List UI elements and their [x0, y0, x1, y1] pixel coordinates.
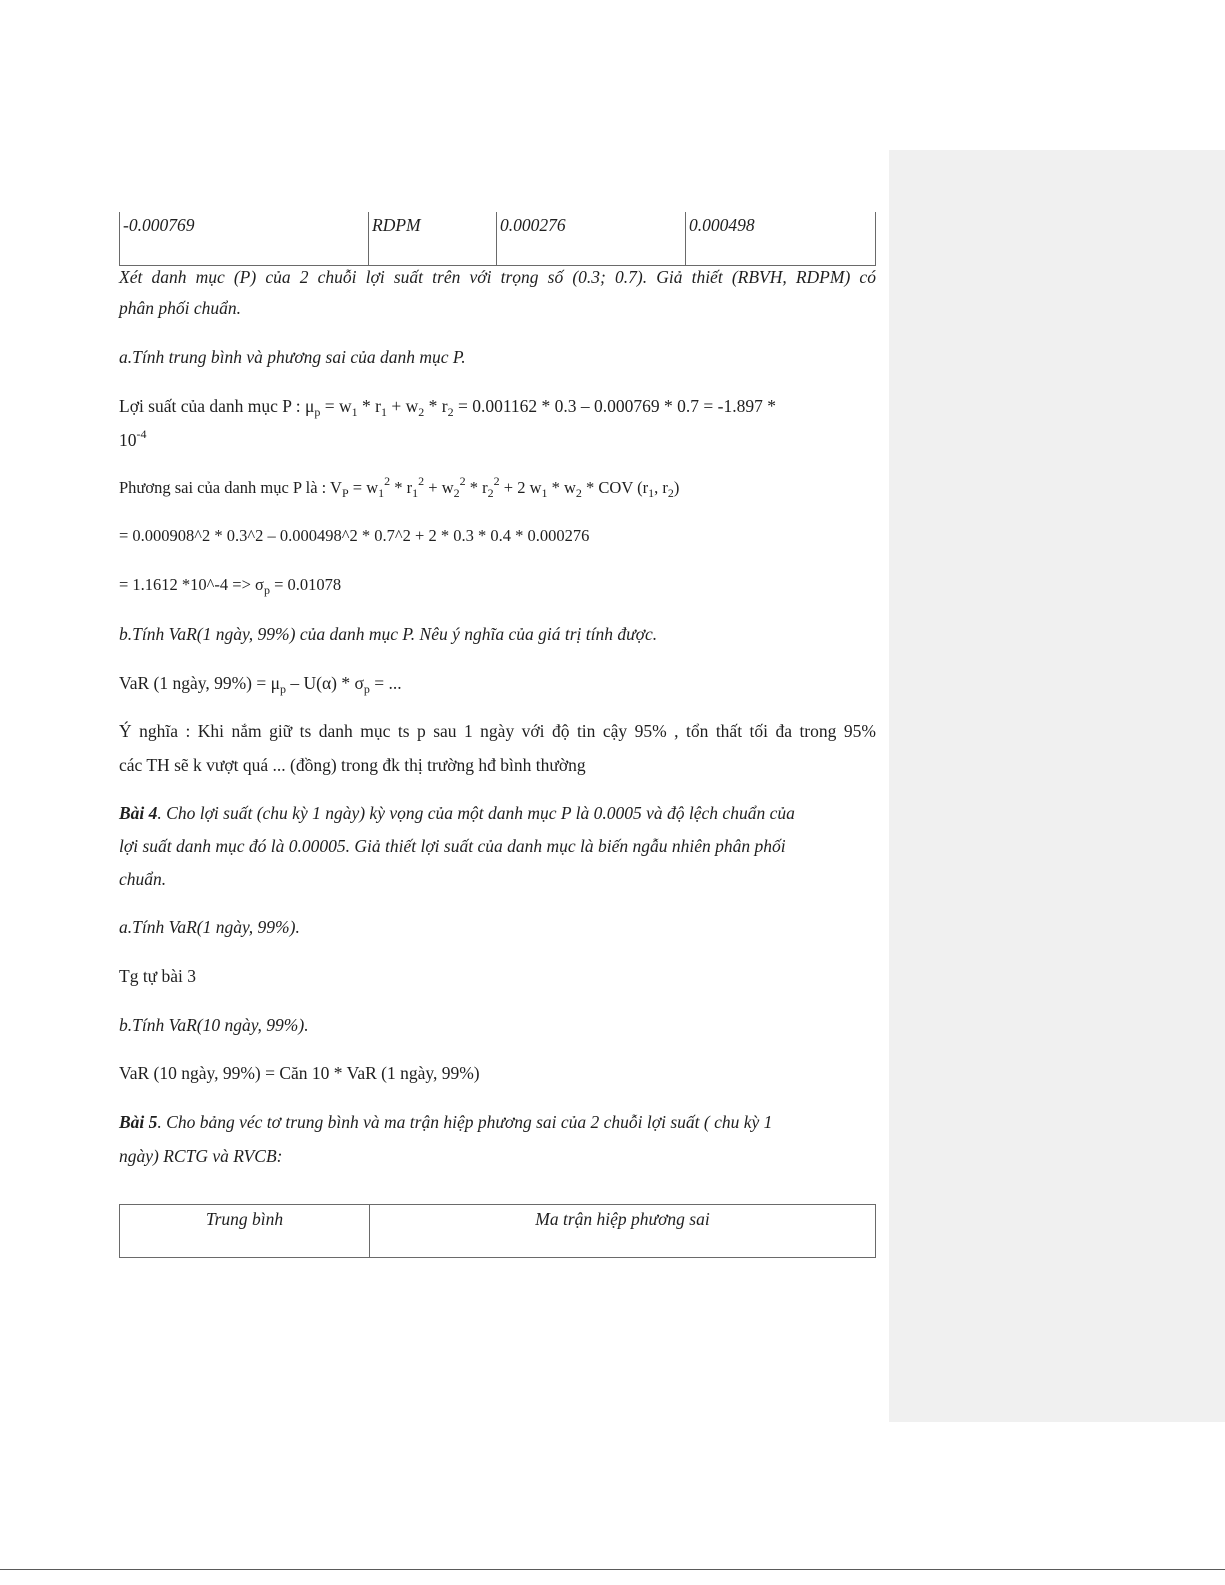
word: tổn — [685, 721, 709, 741]
word: 95% — [634, 721, 667, 741]
word: 1 — [463, 721, 473, 741]
subscript: 1 — [648, 486, 655, 500]
word: với — [521, 721, 545, 741]
section-heading-b: b.Tính VaR(1 ngày, 99%) của danh mục P. Nêu ý nghĩa của giá trị tính được. — [119, 624, 658, 644]
bai4-line-3: chuẩn. — [119, 869, 167, 889]
word: tin — [576, 721, 596, 741]
subscript: 2 — [453, 486, 460, 500]
text: . Cho bảng véc tơ trung bình và ma trận hiệp phương sai của 2 chuỗi lợi suất ( chu kỳ 1 — [157, 1112, 773, 1132]
subscript: p — [363, 682, 370, 696]
text: + 2 w — [499, 478, 542, 497]
word: nghĩa — [139, 721, 178, 741]
table-cell: -0.000769 — [120, 212, 369, 266]
paragraph-line: phân phối chuẩn. — [119, 298, 242, 318]
table-row — [120, 212, 876, 266]
word: độ — [551, 721, 570, 741]
bai4-a: a.Tính VaR(1 ngày, 99%). — [119, 917, 300, 937]
word: mục — [360, 721, 391, 741]
subscript: 2 — [667, 486, 674, 500]
bai4-b: b.Tính VaR(10 ngày, 99%). — [119, 1015, 309, 1035]
text: * r — [424, 396, 448, 416]
subscript: p — [314, 405, 321, 419]
var-formula — [119, 666, 876, 700]
word: thiết — [691, 267, 723, 287]
word: 0.7). — [615, 267, 648, 287]
text: = w — [320, 396, 352, 416]
subscript: 1 — [351, 405, 358, 419]
text: 10 — [119, 430, 137, 450]
text: Lợi suất của danh mục P : μ — [119, 396, 315, 416]
word: suất — [393, 267, 424, 287]
text: + w — [424, 478, 454, 497]
subscript: p — [263, 583, 270, 597]
word: Khi — [197, 721, 225, 741]
word: (RBVH, — [731, 267, 787, 287]
superscript: 2 — [418, 474, 425, 488]
superscript: 2 — [459, 474, 466, 488]
return-formula — [119, 389, 876, 423]
bai5-line-1 — [119, 1105, 876, 1139]
subscript: 2 — [575, 486, 582, 500]
word: RDPM) — [795, 267, 851, 287]
word: 95% — [843, 721, 876, 741]
word: danh — [318, 721, 353, 741]
subscript: P — [341, 486, 349, 500]
word: Giả — [656, 267, 683, 287]
table-cell: RDPM — [369, 212, 497, 266]
word: có — [859, 267, 876, 287]
word: : — [185, 721, 191, 741]
text: = 0.01078 — [269, 575, 342, 594]
paragraph-line — [119, 260, 876, 294]
text: = 1.1612 *10^-4 => σ — [119, 575, 264, 594]
table-header-cell: Trung bình — [120, 1205, 370, 1258]
word: ngày — [480, 721, 515, 741]
text: ) — [673, 478, 680, 497]
section-heading-a: a.Tính trung bình và phương sai của danh mục P. — [119, 347, 466, 367]
word: trọng — [500, 267, 539, 287]
word: ts — [299, 721, 312, 741]
text: * COV (r — [581, 478, 649, 497]
variance-formula — [119, 471, 876, 505]
subscript: p — [280, 682, 287, 696]
superscript: -4 — [136, 427, 147, 441]
word: p — [416, 721, 426, 741]
subscript: 2 — [447, 405, 454, 419]
word: cậy — [602, 721, 628, 741]
subscript: 2 — [418, 405, 425, 419]
word: chuỗi — [317, 267, 357, 287]
text: = 0.001162 * 0.3 – 0.000769 * 0.7 = -1.897 * — [453, 396, 776, 416]
word: của — [265, 267, 291, 287]
text: VaR (1 ngày, 99%) = μ — [119, 673, 281, 693]
bai4-line-2: lợi suất danh mục đó là 0.00005. Giả thiết lợi suất của danh mục là biến ngẫu nhiên phân phối — [119, 836, 786, 856]
word: lợi — [365, 267, 385, 287]
bai4-line-1 — [119, 796, 876, 830]
meaning-line-1 — [119, 714, 876, 748]
top-table-fragment — [119, 212, 876, 266]
word: (0.3; — [572, 267, 606, 287]
subscript: 2 — [487, 486, 494, 500]
word: giữ — [269, 721, 293, 741]
bai5-line-2: ngày) RCTG và RVCB: — [119, 1146, 283, 1166]
text: Phương sai của danh mục P là : V — [119, 478, 342, 497]
table-row — [120, 1205, 876, 1258]
text: – U(α) * σ — [286, 673, 364, 693]
meaning-line-2: các TH sẽ k vượt quá ... (đồng) trong đk thị trường hđ bình thường — [119, 755, 586, 775]
text: * r — [357, 396, 381, 416]
word: mục — [195, 267, 225, 287]
word: thất — [715, 721, 743, 741]
subscript: 1 — [541, 486, 548, 500]
bai4-b-answer: VaR (10 ngày, 99%) = Căn 10 * VaR (1 ngày, 99%) — [119, 1063, 480, 1083]
exercise-label: Bài 5 — [119, 1112, 158, 1132]
superscript: 2 — [384, 474, 391, 488]
text: * w — [547, 478, 576, 497]
table-cell: 0.000276 — [497, 212, 686, 266]
bottom-table — [119, 1204, 876, 1258]
comment-pane — [889, 150, 1225, 1422]
word: 2 — [299, 267, 309, 287]
return-formula-cont — [119, 423, 876, 457]
word: , — [674, 721, 679, 741]
text: . Cho lợi suất (chu kỳ 1 ngày) kỳ vọng của một danh mục P là 0.0005 và độ lệch chuẩn của — [157, 803, 795, 823]
text: + w — [386, 396, 419, 416]
word: đa — [775, 721, 792, 741]
word: Xét — [119, 267, 143, 287]
text: * r — [465, 478, 488, 497]
word: nắm — [231, 721, 262, 741]
text: = w — [348, 478, 379, 497]
word: Ý — [119, 721, 132, 741]
superscript: 2 — [493, 474, 500, 488]
variance-calc-1: = 0.000908^2 * 0.3^2 – 0.000498^2 * 0.7^2 + 2 * 0.3 * 0.4 * 0.000276 — [119, 526, 590, 545]
text: * r — [390, 478, 413, 497]
page-bottom-rule — [0, 1569, 1225, 1570]
word: số — [547, 267, 564, 287]
subscript: 1 — [380, 405, 387, 419]
text: = ... — [369, 673, 402, 693]
word: trong — [799, 721, 837, 741]
word: danh — [151, 267, 187, 287]
table-cell: 0.000498 — [686, 212, 876, 266]
subscript: 1 — [412, 486, 419, 500]
word: với — [469, 267, 492, 287]
table-header-cell: Ma trận hiệp phương sai — [370, 1205, 876, 1258]
text: , r — [654, 478, 668, 497]
exercise-label: Bài 4 — [119, 803, 158, 823]
word: tối — [749, 721, 768, 741]
word: sau — [433, 721, 457, 741]
word: (P) — [233, 267, 257, 287]
subscript: 1 — [378, 486, 385, 500]
word: trên — [432, 267, 461, 287]
bai4-a-answer: Tg tự bài 3 — [119, 966, 197, 986]
variance-calc-2 — [119, 568, 876, 602]
word: ts — [397, 721, 410, 741]
